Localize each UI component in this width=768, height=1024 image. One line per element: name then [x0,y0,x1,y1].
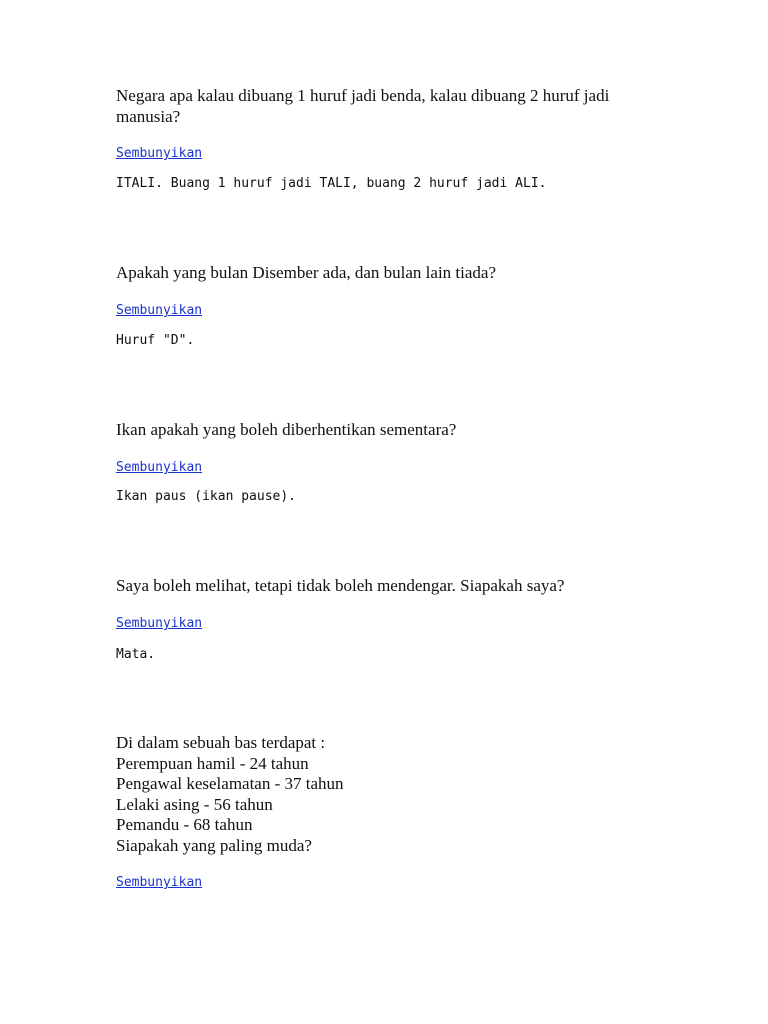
hide-answer-link[interactable]: Sembunyikan [116,303,203,318]
riddle-item [116,733,736,890]
hide-answer-link[interactable]: Sembunyikan [116,146,203,161]
hide-answer-link[interactable]: Sembunyikan [116,875,203,890]
riddle-question [116,86,736,127]
riddle-question [116,576,736,597]
riddle-item [116,420,736,504]
question-line: Saya boleh melihat, tetapi tidak boleh mendengar. Siapakah saya? [116,576,565,595]
riddle-question [116,733,736,856]
question-line: Pengawal keselamatan - 37 tahun [116,774,344,793]
hide-answer-link[interactable]: Sembunyikan [116,460,203,475]
riddle-answer: Ikan paus (ikan pause). [116,489,297,504]
question-line: Ikan apakah yang boleh diberhentikan sementara? [116,420,457,439]
riddle-item [116,86,736,191]
question-line: Negara apa kalau dibuang 1 huruf jadi benda, kalau dibuang 2 huruf jadi [116,86,610,105]
riddle-item [116,576,736,662]
question-line: Pemandu - 68 tahun [116,815,253,834]
riddle-question [116,263,736,284]
question-line: Lelaki asing - 56 tahun [116,794,273,814]
riddle-question [116,420,736,441]
question-line: Apakah yang bulan Disember ada, dan bulan lain tiada? [116,263,497,282]
question-line: manusia? [116,106,181,126]
riddle-answer: ITALI. Buang 1 huruf jadi TALI, buang 2 huruf jadi ALI. [116,176,547,191]
hide-answer-link[interactable]: Sembunyikan [116,616,203,631]
question-line: Siapakah yang paling muda? [116,835,312,855]
riddle-answer: Huruf "D". [116,333,195,348]
question-line: Di dalam sebuah bas terdapat : [116,733,326,752]
question-line: Perempuan hamil - 24 tahun [116,753,309,773]
riddle-answer: Mata. [116,647,156,662]
riddle-item [116,263,736,348]
